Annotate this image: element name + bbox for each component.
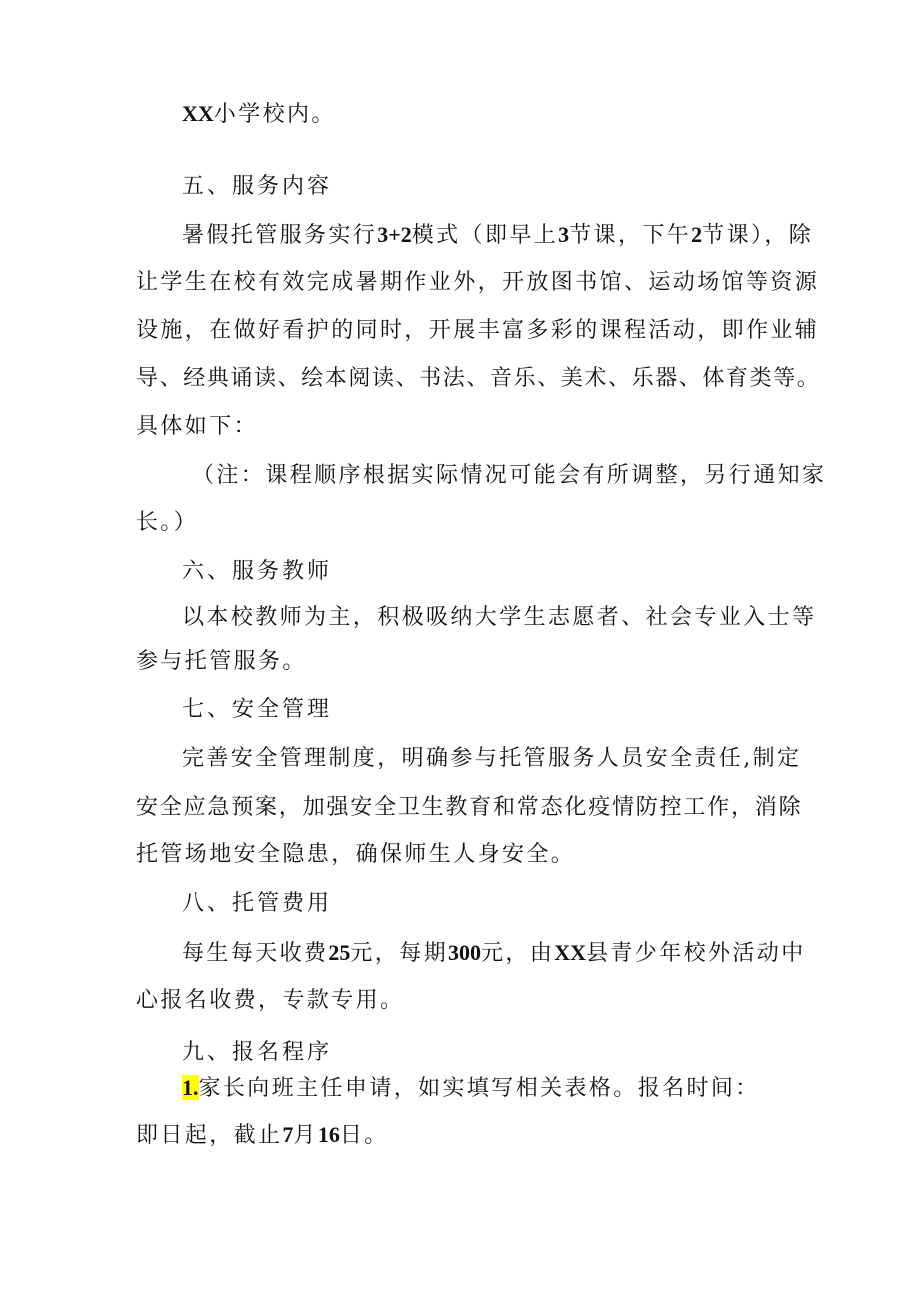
line-text: 即日起，截止 — [136, 1123, 283, 1148]
section-heading-service-teachers: 六、服务教师 — [182, 559, 333, 584]
line-text: 节课），除 — [702, 223, 814, 248]
paragraph-line — [182, 1073, 760, 1104]
number: 2 — [691, 222, 703, 247]
paragraph-line: 以本校教师为主，积极吸纳大学生志愿者、社会专业入士等 — [182, 605, 817, 630]
section-heading-fees: 八、托管费用 — [182, 891, 333, 916]
paragraph-line — [182, 220, 813, 251]
paragraph-line: 设施，在做好看护的同时，开展丰富多彩的课程活动，即作业辅 — [136, 318, 820, 343]
paragraph-line: 心报名收费，专款专用。 — [136, 988, 405, 1013]
paragraph-line — [136, 1120, 389, 1151]
paragraph-line: 具体如下： — [136, 414, 259, 439]
number: 3 — [558, 222, 570, 247]
note-line: 长。） — [136, 510, 199, 535]
line-text: 县青少年校外活动中 — [586, 941, 806, 966]
county-name-placeholder: XX — [554, 940, 586, 965]
highlighted-list-number: 1. — [182, 1075, 199, 1100]
paragraph-line — [182, 938, 806, 969]
number: 3+2 — [377, 222, 412, 247]
line-text: 暑假托管服务实行 — [182, 223, 378, 248]
section-heading-registration: 九、报名程序 — [182, 1040, 333, 1065]
line-text: 模式（即早上 — [411, 223, 559, 248]
paragraph-line: 安全应急预案，加强安全卫生教育和常态化疫情防控工作，消除 — [136, 795, 803, 820]
paragraph-line: 完善安全管理制度，明确参与托管服务人员安全责任,制定 — [182, 746, 802, 771]
section-heading-safety-management: 七、安全管理 — [182, 697, 333, 722]
line-text: 元，每期 — [350, 941, 449, 966]
note-line: （注：课程顺序根据实际情况可能会有所调整，另行通知家 — [192, 463, 827, 488]
paragraph-line: 让学生在校有效完成暑期作业外，开放图书馆、运动场馆等资源 — [136, 270, 820, 295]
section-heading-service-content: 五、服务内容 — [182, 174, 333, 199]
school-name-placeholder: XX — [182, 101, 214, 126]
paragraph-line: 导、经典诵读、绘本阅读、书法、音乐、美术、乐器、体育类等。 — [136, 366, 821, 391]
deadline-day: 16 — [317, 1122, 340, 1147]
line-text: 每生每天收费 — [182, 941, 329, 966]
line-text: 日。 — [339, 1123, 389, 1148]
line-text: 节课，下午 — [569, 223, 692, 248]
line-text: 家长向班主任申请，如实填写相关表格。报名时间： — [198, 1076, 760, 1101]
paragraph-line: 参与托管服务。 — [136, 649, 307, 674]
fee-per-term: 300 — [448, 940, 482, 965]
line-text: 月 — [293, 1123, 318, 1148]
deadline-month: 7 — [282, 1122, 294, 1147]
line-text: 小学校内。 — [213, 102, 336, 127]
paragraph-line: 托管场地安全隐患，确保师生人身安全。 — [136, 842, 576, 867]
fee-per-day: 25 — [328, 940, 351, 965]
line-text: 元，由 — [481, 941, 555, 966]
paragraph-line — [182, 99, 336, 130]
